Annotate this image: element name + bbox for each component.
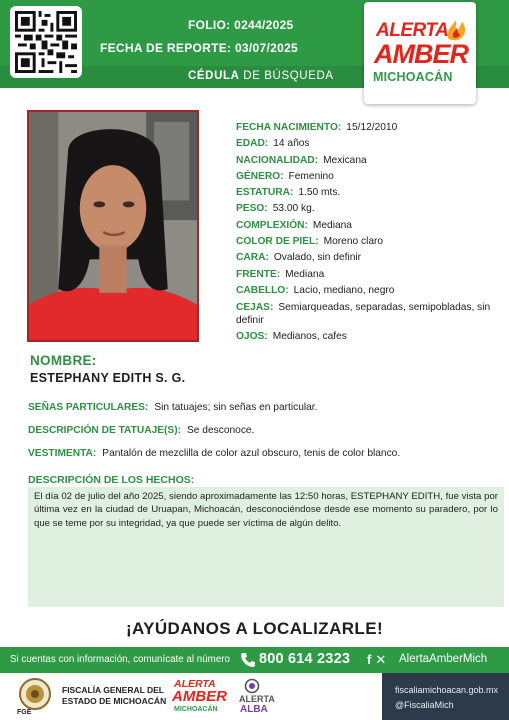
report-date: FECHA DE REPORTE: 03/07/2025: [100, 41, 299, 55]
small-logo-alerta: ALERTA: [174, 678, 216, 690]
detail-row: [236, 120, 496, 136]
detail-value: 1.50 mts.: [298, 187, 341, 199]
detail-value: Lacio, mediano, negro: [293, 284, 395, 296]
title-bold: CÉDULA: [188, 70, 240, 82]
distinguishing-marks: [28, 402, 317, 413]
fiscalia-line-2: ESTADO DE MICHOACÁN: [62, 696, 167, 706]
person-name: ESTEPHANY EDITH S. G.: [30, 371, 186, 385]
person-details: [236, 120, 496, 346]
web-panel: [382, 673, 509, 720]
detail-row: [236, 329, 496, 345]
alba-alerta-text: ALERTA: [239, 694, 275, 704]
detail-label: FRENTE:: [236, 268, 281, 280]
detail-value: 14 años: [273, 138, 310, 150]
fiscalia-line-1: FISCALÍA GENERAL DEL: [62, 685, 165, 695]
alerta-alba-logo: [236, 677, 275, 717]
detail-value: Ovalado, sin definir: [273, 252, 362, 264]
detail-label: OJOS:: [236, 331, 268, 343]
detail-label: PESO:: [236, 203, 268, 215]
detail-row: [236, 169, 496, 185]
detail-value: Moreno claro: [323, 236, 384, 248]
section-value: Se desconoce.: [187, 425, 255, 436]
detail-label: COLOR DE PIEL:: [236, 236, 319, 248]
fiscalia-name: [62, 685, 166, 707]
section-label: DESCRIPCIÓN DE TATUAJE(S):: [28, 425, 182, 436]
call-to-action: ¡AYÚDANOS A LOCALIZARLE!: [125, 619, 384, 638]
detail-value: 15/12/2010: [346, 122, 398, 133]
detail-label: NACIONALIDAD:: [236, 154, 319, 166]
alerta-amber-logo: [364, 2, 476, 104]
small-logo-region: MICHOACÁN: [174, 706, 218, 713]
alba-text: ALBA: [240, 704, 268, 715]
detail-row: [236, 218, 496, 234]
qr-code-icon: [15, 11, 77, 73]
logo-amber-text: AMBER: [374, 39, 468, 69]
fge-label: FGE: [17, 709, 32, 716]
detail-row: [236, 185, 496, 201]
detail-label: COMPLEXIÓN:: [236, 219, 308, 231]
section-label: VESTIMENTA:: [28, 448, 97, 459]
small-logo-amber: AMBER: [172, 688, 227, 705]
detail-row: [236, 283, 496, 299]
section-value: Sin tatuajes; sin señas en particular.: [154, 402, 318, 413]
detail-row: [236, 301, 496, 327]
detail-row: [236, 153, 496, 169]
name-label: NOMBRE:: [30, 353, 97, 368]
facebook-icon[interactable]: f: [367, 652, 372, 667]
detail-label: CEJAS:: [236, 302, 274, 314]
website-link[interactable]: fiscaliamichoacan.gob.mx: [395, 685, 499, 695]
qr-code[interactable]: [10, 6, 82, 78]
folio-number: FOLIO: 0244/2025: [188, 18, 294, 32]
logo-alerta-text: ALERTA: [376, 20, 449, 41]
section-label: SEÑAS PARTICULARES:: [28, 402, 149, 413]
portrait-placeholder: [29, 112, 197, 340]
twitter-handle[interactable]: @FiscaliaMich: [395, 700, 454, 710]
detail-value: 53.00 kg.: [272, 203, 315, 215]
detail-label: CABELLO:: [236, 284, 289, 296]
contact-text: Si cuentas con información, comunícate al número: [10, 654, 230, 665]
detail-row: [236, 201, 496, 217]
events-text: El día 02 de julio del año 2025, siendo aproximadamente las 12:50 horas, ESTEPHANY EDITH, fue vista por última vez en la ciudad de Uruapan, Michoacán, desconociéndose desde ese momento su paradero, por lo que se teme por su integridad, ya que puede ser víctima de algún delito.: [34, 491, 498, 529]
detail-row: [236, 250, 496, 266]
section-value: Pantalón de mezclilla de color azul obscuro, tenis de color blanco.: [102, 448, 401, 459]
contact-bar: [0, 647, 509, 673]
social-icons: [367, 652, 390, 668]
detail-row: [236, 234, 496, 250]
social-handle[interactable]: AlertaAmberMich: [399, 653, 488, 665]
detail-label: FECHA NACIMIENTO:: [236, 122, 342, 133]
twitter-icon[interactable]: ✕: [375, 652, 387, 667]
page-title: [188, 70, 334, 82]
detail-value: Mediana: [285, 268, 325, 280]
detail-value: Medianos, cafes: [272, 331, 347, 343]
detail-row: [236, 136, 496, 152]
detail-row: [236, 267, 496, 283]
detail-label: EDAD:: [236, 138, 269, 150]
detail-value: Mediana: [312, 219, 352, 231]
alerta-amber-small-logo: [170, 677, 226, 717]
tattoo-description: [28, 425, 254, 436]
title-rest: DE BÚSQUEDA: [239, 70, 334, 82]
logo-region-text: MICHOACÁN: [373, 70, 453, 84]
detail-value: Semiarqueadas, separadas, semipobladas, sin definir: [236, 302, 491, 327]
alba-emblem-icon: [244, 678, 260, 694]
detail-label: ESTATURA:: [236, 187, 294, 199]
detail-value: Femenino: [288, 170, 334, 182]
phone-icon: [240, 652, 256, 668]
detail-label: GÉNERO:: [236, 170, 284, 182]
missing-person-photo: [27, 110, 199, 342]
clothing-description: [28, 448, 400, 459]
phone-number[interactable]: 800 614 2323: [259, 651, 351, 667]
events-label: DESCRIPCIÓN DE LOS HECHOS:: [28, 474, 195, 486]
detail-value: Mexicana: [323, 154, 367, 166]
detail-label: CARA:: [236, 252, 269, 264]
events-box: [28, 487, 504, 607]
